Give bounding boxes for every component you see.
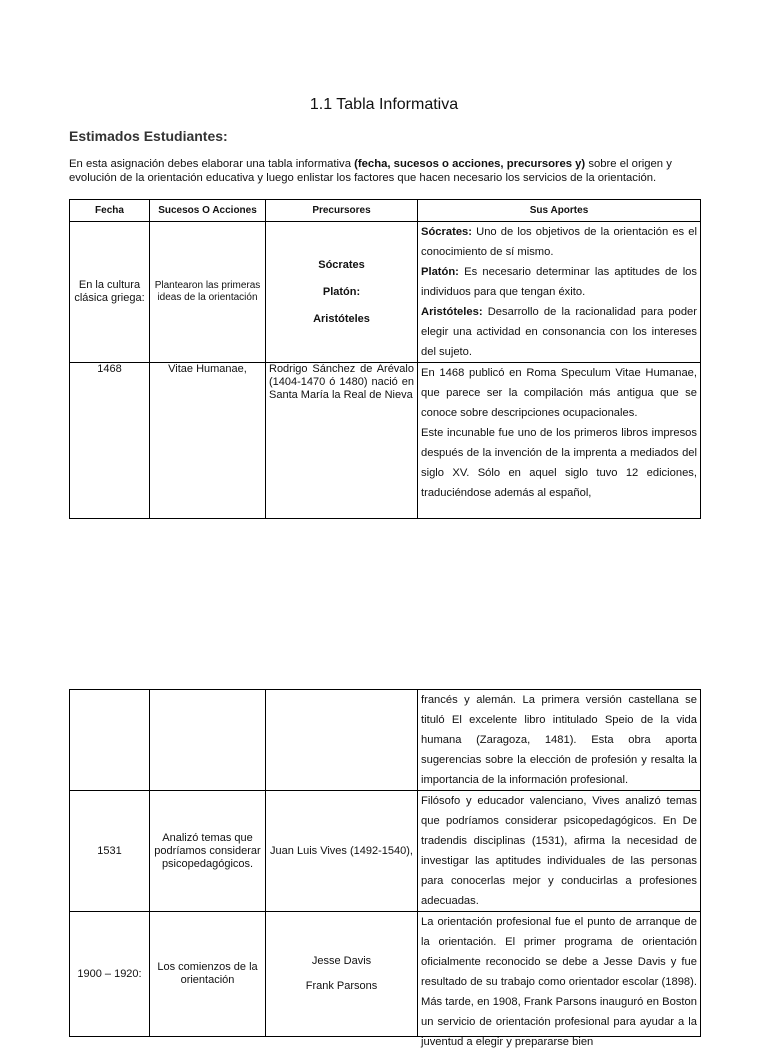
cell-precursores: Juan Luis Vives (1492-1540), [266, 791, 418, 912]
cell-fecha: 1468 [70, 363, 150, 519]
precursor-name: Sócrates [318, 258, 365, 271]
aporte-paragraph: Este incunable fue uno de los primeros libros impresos después de la invención de la imprenta a mediados del siglo XV. Sólo en aquel siglo tuvo 12 ediciones, traduciéndose además al español, [421, 427, 697, 499]
cell-fecha: En la cultura clásica griega: [70, 222, 150, 363]
cell-precursores: Rodrigo Sánchez de Arévalo (1404-1470 ó 1480) nació en Santa María la Real de Nieva [266, 363, 418, 519]
table-row [70, 363, 701, 519]
cell-suceso: Analizó temas que podríamos considerar psicopedagógicos. [150, 791, 266, 912]
aporte-text: Uno de los objetivos de la orientación es el conocimiento de sí mismo. [421, 226, 697, 258]
intro-text-bold: (fecha, sucesos o acciones, precursores y) [354, 158, 586, 170]
intro-paragraph [69, 157, 705, 185]
cell-aportes [418, 222, 701, 363]
cell-fecha: 1531 [70, 791, 150, 912]
cell-suceso: Vitae Humanae, [150, 363, 266, 519]
cell-aportes [418, 912, 701, 1048]
cell-suceso: Plantearon las primeras ideas de la orientación [150, 222, 266, 363]
aporte-item [421, 302, 697, 362]
aporte-label: Platón: [421, 266, 459, 278]
info-table-part-2 [69, 689, 701, 1048]
intro-text-after: sobre el origen y evolución de la orientación educativa y luego enlistar los factores que hacen necesario los servicios de la orientación. [69, 158, 672, 184]
header-precursores: Precursores [266, 200, 418, 222]
aporte-content: La orientación profesional fue el punto de arranque de la orientación. El primer programa de orientación oficialmente reconocido se debe a Jesse Davis y fue resultado de su trabajo como orientador escolar (1898). Más tarde, en 1908, Frank Parsons inauguró en Boston un servicio de orientación profesional para ayudar a la juventud a elegir y prepararse bien [421, 916, 697, 1048]
cell-aportes [418, 363, 701, 519]
cell-aportes: francés y alemán. La primera versión castellana se tituló El excelente libro intitulado Speio de la vida humana (Zaragoza, 1481). Esta obra aporta sugerencias sobre la elección de profesión y resalta la importancia de la información profesional. [418, 690, 701, 791]
cell-fecha: 1900 – 1920: [70, 912, 150, 1037]
greeting-heading: Estimados Estudiantes: [69, 128, 228, 144]
aporte-item [421, 262, 697, 302]
cell-suceso [150, 690, 266, 791]
cell-aportes: Filósofo y educador valenciano, Vives analizó temas que podríamos considerar psicopedagógicos. En De tradendis disciplinas (1531), afirma la necesidad de investigar las aptitudes individuales de las personas para conocerlas mejor y conducirlas a profesiones adecuadas. [418, 791, 701, 912]
aporte-paragraph: En 1468 publicó en Roma Speculum Vitae Humanae, que parece ser la compilación más antigua que se conoce sobre descripciones ocupacionales. [421, 367, 697, 419]
aporte-text: Es necesario determinar las aptitudes de los individuos para que tengan éxito. [421, 266, 697, 298]
table-row [70, 791, 701, 912]
aporte-text: Desarrollo de la racionalidad para poder elegir una actividad en consonancia con los intereses del sujeto. [421, 306, 697, 358]
table-row [70, 690, 701, 791]
header-sucesos: Sucesos O Acciones [150, 200, 266, 222]
aporte-label: Aristóteles: [421, 306, 483, 318]
aporte-item [421, 222, 697, 262]
intro-text-before: En esta asignación debes elaborar una tabla informativa [69, 158, 355, 170]
cell-suceso: Los comienzos de la orientación [150, 912, 266, 1037]
aporte-label: Sócrates: [421, 226, 472, 238]
table-row [70, 222, 701, 363]
cell-precursores [266, 690, 418, 791]
precursor-name: Frank Parsons [305, 980, 378, 992]
table-row [70, 912, 701, 1037]
cell-fecha [70, 690, 150, 791]
aporte-content [421, 363, 697, 518]
header-fecha: Fecha [70, 200, 150, 222]
cell-precursores [266, 222, 418, 363]
cell-precursores [266, 912, 418, 1037]
precursor-name: Platón: [322, 285, 361, 298]
precursor-name: Aristóteles [313, 312, 370, 325]
info-table-part-1 [69, 199, 701, 519]
header-aportes: Sus Aportes [418, 200, 701, 222]
page-title: 1.1 Tabla Informativa [309, 96, 459, 113]
table-header-row [70, 200, 701, 222]
precursor-name: Jesse Davis [311, 955, 372, 967]
